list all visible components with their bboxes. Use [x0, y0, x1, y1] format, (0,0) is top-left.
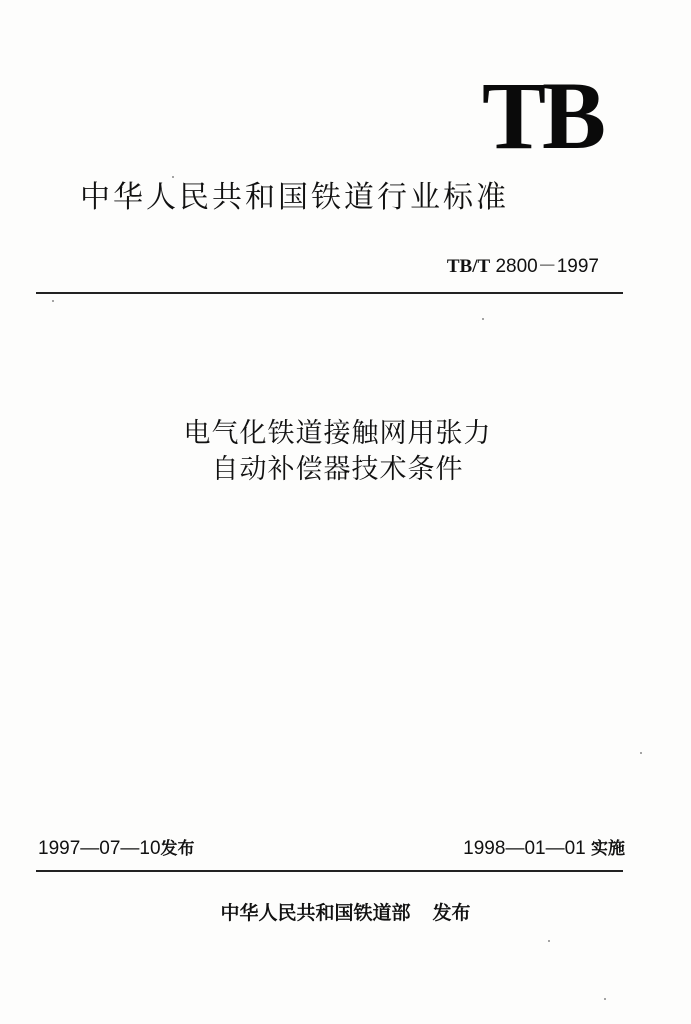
scan-speck — [548, 940, 550, 942]
standard-number — [447, 255, 599, 279]
publish-label: 发布 — [432, 902, 471, 924]
scan-speck — [172, 176, 174, 178]
top-divider — [36, 292, 623, 294]
tb-logo: TB — [482, 62, 603, 169]
standard-code: 2800－1997 — [495, 256, 599, 277]
issue-date-line — [38, 836, 195, 862]
scan-speck — [640, 752, 642, 754]
publisher-name: 中华人民共和国铁道部 — [220, 902, 411, 924]
bottom-divider — [36, 870, 623, 872]
document-title-line-2: 自动补偿器技术条件 — [211, 454, 464, 485]
publisher-line — [0, 900, 691, 926]
scan-speck — [482, 318, 484, 320]
issue-date: 1997—07—10 — [38, 838, 161, 859]
effective-date-line — [463, 836, 625, 862]
document-title-line-1: 电气化铁道接触网用张力 — [183, 418, 492, 449]
issuer-title: 中华人民共和国铁道行业标准 — [80, 180, 509, 215]
effective-date: 1998—01—01 — [463, 838, 586, 859]
scan-speck — [604, 998, 606, 1000]
effective-label: 实施 — [591, 839, 625, 859]
scan-speck — [52, 300, 54, 302]
issue-label: 发布 — [160, 839, 195, 859]
standard-prefix: TB/T — [446, 256, 491, 277]
